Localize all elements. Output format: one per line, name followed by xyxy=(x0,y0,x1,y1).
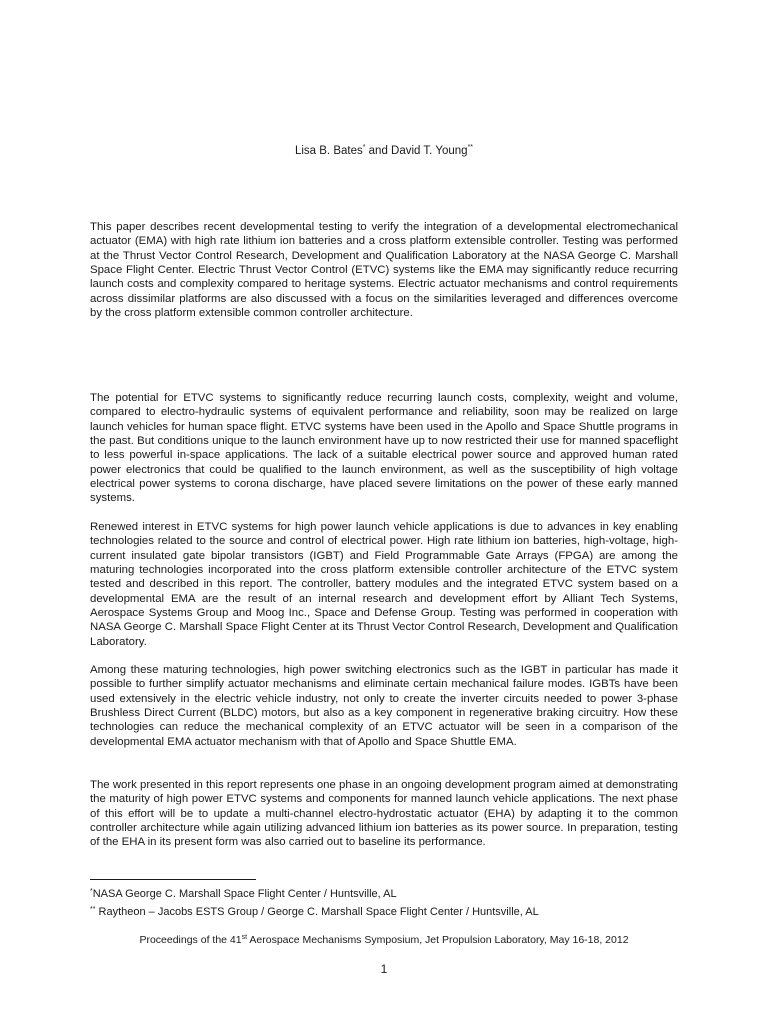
abstract-paragraph: This paper describes recent developmental testing to verify the integration of a developmental electromechanical actuator (EMA) with high rate lithium ion batteries and a cross platform extensible controller. Testing was performed at the Thrust Vector Control Research, Development and Qualification Laboratory at the NASA George C. Marshall Space Flight Center. Electric Thrust Vector Control (ETVC) systems like the EMA may significantly reduce recurring launch costs and complexity compared to heritage systems. Electric actuator mechanisms and control requirements across dissimilar platforms are also discussed with a focus on the similarities leveraged and differences overcome by the cross platform extensible common controller architecture. xyxy=(90,221,678,320)
footnote-2-mark: ** xyxy=(90,906,96,913)
proceedings-text-before: Proceedings of the 41 xyxy=(139,934,242,946)
proceedings-line xyxy=(0,934,768,947)
footnote-2 xyxy=(90,906,690,919)
body-paragraph-3: Among these maturing technologies, high power switching electronics such as the IGBT in particular has made it possible to further simplify actuator mechanisms and eliminate certain mechanical failure modes. IGBTs have been used extensively in the electric vehicle industry, not only to create the inverter circuits needed to power 3-phase Brushless Direct Current (BLDC) motors, but also as a key component in regenerative braking circuitry. How these technologies can reduce the mechanical complexity of an ETVC actuator will be seen in a comparison of the developmental EMA actuator mechanism with that of Apollo and Space Shuttle EMA. xyxy=(90,664,678,748)
body-paragraph-2: Renewed interest in ETVC systems for high power launch vehicle applications is due to advances in key enabling technologies related to the source and control of electrical power. High rate lithium ion batteries, high-voltage, high-current insulated gate bipolar transistors (IGBT) and Field Programmable Gate Arrays (FPGA) are among the maturing technologies incorporated into the cross platform extensible controller architecture of the ETVC system tested and described in this report. The controller, battery modules and the integrated ETVC system based on a developmental EMA are the result of an internal research and development effort by Alliant Tech Systems, Aerospace Systems Group and Moog Inc., Space and Defense Group. Testing was performed in cooperation with NASA George C. Marshall Space Flight Center at its Thrust Vector Control Research, Development and Qualification Laboratory. xyxy=(90,521,678,648)
footnote-1 xyxy=(90,888,690,901)
page-number: 1 xyxy=(380,962,388,976)
body-paragraph-4: The work presented in this report represents one phase in an ongoing development program aimed at demonstrating the maturity of high power ETVC systems and components for manned launch vehicle applications. The next phase of this effort will be to update a multi-channel electro-hydrostatic actuator (EHA) by adapting it to the common controller architecture while again utilizing advanced lithium ion batteries as its power source. In preparation, testing of the EHA in its present form was also carried out to baseline its performance. xyxy=(90,779,678,849)
body-paragraph-1: The potential for ETVC systems to significantly reduce recurring launch costs, complexity, weight and volume, compared to electro-hydraulic systems of equivalent performance and reliability, soon may be realized on large launch vehicles for human space flight. ETVC systems have been used in the Apollo and Space Shuttle programs in the past. But conditions unique to the launch environment have up to now restricted their use for manned spaceflight to less powerful in-space applications. The lack of a suitable electrical power source and approved human rated power electronics that could be qualified to the launch environment, as well as the susceptibility of high voltage electrical power systems to corona discharge, have placed severe limitations on the power of these early manned systems. xyxy=(90,392,678,505)
footnote-1-text: NASA George C. Marshall Space Flight Center / Huntsville, AL xyxy=(92,888,397,900)
author-2-footnote-mark: ** xyxy=(467,144,474,151)
proceedings-text-after: Aerospace Mechanisms Symposium, Jet Propulsion Laboratory, May 16-18, 2012 xyxy=(247,934,629,946)
footnote-2-text: Raytheon – Jacobs ESTS Group / George C. Marshall Space Flight Center / Huntsville, AL xyxy=(95,906,539,918)
proceedings-ordinal: st xyxy=(241,934,248,941)
author-name-2: David T. Young xyxy=(391,145,468,157)
author-line xyxy=(0,144,768,158)
footnote-separator xyxy=(90,879,256,880)
author-1-footnote-mark: * xyxy=(362,144,366,151)
footnote-1-mark: * xyxy=(90,888,93,895)
author-connector: and xyxy=(365,145,392,157)
author-name-1: Lisa B. Bates xyxy=(294,145,363,157)
